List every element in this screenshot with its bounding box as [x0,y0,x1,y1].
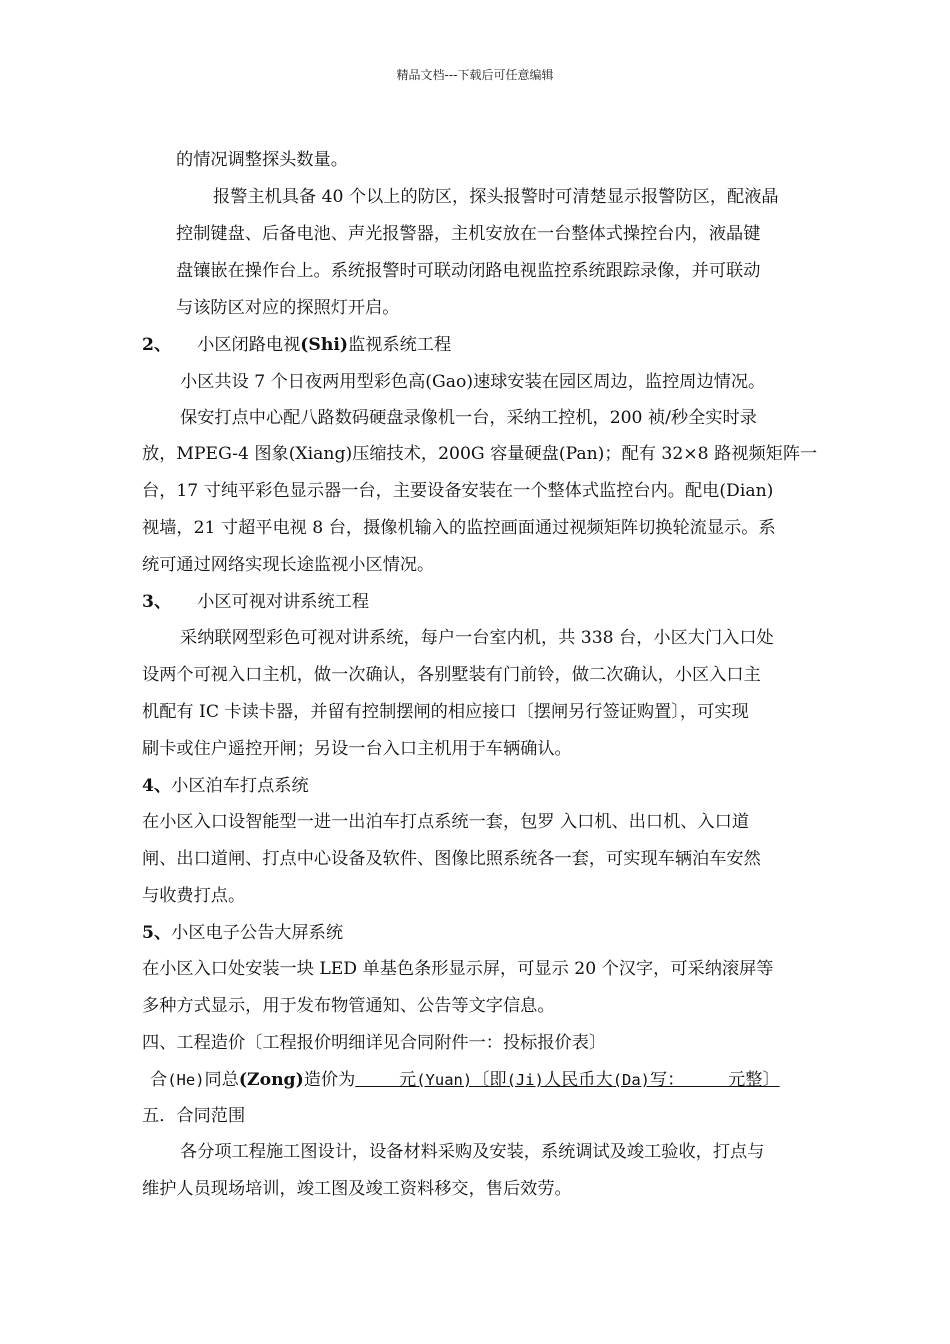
section-number: 2、 [142,335,172,355]
paragraph-line: 盘镶嵌在操作台上。系统报警时可联动闭路电视监控系统跟踪录像，并可联动 [176,261,761,281]
text-run: 写： 元整〕 [650,1070,780,1090]
paragraph-line: 与该防区对应的探照灯开启。 [176,298,400,318]
paragraph-line: 控制键盘、后备电池、声光报警器，主机安放在一台整体式操控台内，液晶键 [176,224,761,244]
paragraph-line: 各分项工程施工图设计，设备材料采购及安装，系统调试及竣工验收，打点与 [180,1142,765,1162]
section-heading [142,774,309,798]
pinyin-run: (Zong) [238,1070,304,1090]
paragraph-line: 闸、出口道闸、打点中心设备及软件、图像比照系统各一套，可实现车辆泊车安然 [142,849,761,869]
section-heading [142,590,369,614]
section-number: 4、 [142,776,172,796]
paragraph-line: 机配有 IC 卡读卡器，并留有控制摆闸的相应接口〔摆闸另行签证购置〕，可实现 [142,702,749,722]
section-title: 小区电子公告大屏系统 [171,923,344,943]
paragraph-line: 台，17 寸纯平彩色显示器一台，主要设备安装在一个整体式监控台内。配电(Dian) [142,481,774,501]
section-number: 3、 [142,592,172,612]
paragraph-line: 与收费打点。 [142,886,246,906]
paragraph-line: 视墙，21 寸超平电视 8 台，摄像机输入的监控画面通过视频矩阵切换轮流显示。系 [142,518,776,538]
page-header: 精品文档---下载后可任意编辑 [396,68,554,82]
pinyin-run: (He) [167,1071,205,1089]
paragraph-line: 设两个可视入口主机，做一次确认，各别墅装有门前铃，做二次确认，小区入口主 [142,665,761,685]
paragraph-line: 刷卡或住户遥控开闸；另设一台入口主机用于车辆确认。 [142,739,572,759]
section-title: 小区泊车打点系统 [171,776,309,796]
section-title: 小区闭路电视 [197,335,301,355]
paragraph-line: 在小区入口处安装一块 LED 单基色条形显示屏，可显示 20 个汉字，可采纳滚屏等 [142,959,774,979]
section-heading: 五．合同范围 [142,1106,246,1126]
pinyin-run: (Ji) [506,1071,544,1089]
text-run: 人民币大 [543,1070,613,1090]
pinyin-run: (Yuan) [416,1071,473,1089]
section-title-pinyin: (Shi) [300,335,348,355]
paragraph-line: 保安打点中心配八路数码硬盘录像机一台，采纳工控机，200 祯/秒全实时录 [180,408,757,428]
price-blank-field [355,1070,779,1090]
paragraph-line: 维护人员现场培训，竣工图及竣工资料移交，售后效劳。 [142,1179,572,1199]
text-run: 同总 [204,1070,239,1090]
section-title: 监视系统工程 [348,335,452,355]
text-run: 元 [355,1070,417,1090]
paragraph-line: 放，MPEG-4 图象(Xiang)压缩技术，200G 容量硬盘(Pan)；配有 32×8 路视频矩阵一 [142,444,818,464]
paragraph-line: 采纳联网型彩色可视对讲系统，每户一台室内机，共 338 台，小区大门入口处 [180,628,774,648]
contract-price-line [150,1068,780,1092]
section-number: 5、 [142,923,172,943]
paragraph-line: 在小区入口设智能型一进一出泊车打点系统一套，包罗 入口机、出口机、入口道 [142,812,750,832]
section-title: 小区可视对讲系统工程 [197,592,370,612]
paragraph-line: 统可通过网络实现长途监视小区情况。 [142,555,435,575]
text-run: 合 [150,1070,168,1090]
section-heading [142,921,343,945]
section-heading [142,333,451,357]
text-run: 造价为 [303,1070,356,1090]
paragraph-line: 多种方式显示，用于发布物管通知、公告等文字信息。 [142,996,555,1016]
paragraph-line: 报警主机具备 40 个以上的防区，探头报警时可清楚显示报警防区，配液晶 [213,187,779,207]
section-heading: 四、工程造价〔工程报价明细详见合同附件一：投标报价表〕 [142,1033,607,1053]
paragraph-line: 的情况调整探头数量。 [176,150,348,170]
paragraph-line: 小区共设 7 个日夜两用型彩色高(Gao)速球安装在园区周边，监控周边情况。 [180,372,766,392]
pinyin-run: (Da) [612,1071,651,1089]
text-run: 〔即 [472,1070,507,1090]
